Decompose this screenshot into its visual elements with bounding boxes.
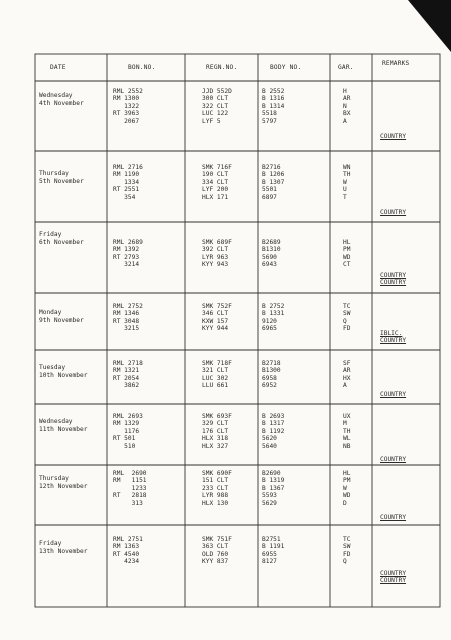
bon-cell: RML 2718 RM 1321 RT 2054 3862	[113, 360, 143, 390]
header-date: DATE	[50, 64, 66, 71]
body-cell: B2716 B 1206 B 1307 5501 6897	[262, 164, 285, 201]
gar-cell: TC SW FD Q	[343, 536, 351, 566]
body-cell: B2690 B 1319 B 1367 5593 5629	[262, 470, 285, 507]
regn-cell: SMK 716F 190 CLT 334 CLT LYF 200 HLX 171	[202, 164, 232, 201]
regn-cell: SMK 752F 346 CLT KXW 157 KYY 944	[202, 303, 232, 333]
regn-cell: JJD 552D 300 CLT 322 CLT LUC 122 LYF 5	[202, 88, 232, 125]
remarks-cell: COUNTRY	[380, 391, 407, 398]
remarks-cell: COUNTRY COUNTRY	[380, 570, 407, 585]
regn-cell: SMK 690F 151 CLT 233 CLT LYR 988 HLX 130	[202, 470, 232, 507]
regn-cell: SMK 689F 392 CLT LYR 963 KYY 943	[202, 239, 232, 269]
header-body-no: BODY NO.	[270, 64, 302, 71]
remarks-cell: COUNTRY	[380, 456, 407, 463]
date-cell: Friday 6th November	[39, 231, 84, 247]
header-gar: GAR.	[338, 64, 354, 71]
date-cell: Wednesday 11th November	[39, 418, 88, 434]
date-cell: Monday 9th November	[39, 309, 84, 325]
date-cell: Thursday 5th November	[39, 170, 84, 186]
header-remarks: REMARKS	[382, 60, 410, 67]
bon-cell: RML 2690 RM 1151 1233 RT 2818 313	[113, 470, 147, 507]
regn-cell: SMK 718F 321 CLT LUC 302 LLU 661	[202, 360, 232, 390]
bon-cell: RML 2716 RM 1190 1334 RT 2551 354	[113, 164, 143, 201]
bon-cell: RML 2689 RM 1392 RT 2793 3214	[113, 239, 143, 269]
body-cell: B 2552 B 1316 B 1314 5518 5797	[262, 88, 285, 125]
body-cell: B2751 B 1191 6955 8127	[262, 536, 285, 566]
bon-cell: RML 2751 RM 1363 RT 4540 4234	[113, 536, 143, 566]
gar-cell: HL PM W WD D	[343, 470, 351, 507]
remarks-cell: COUNTRY	[380, 209, 407, 216]
remarks-cell: COUNTRY COUNTRY	[380, 272, 407, 287]
bon-cell: RML 2693 RM 1329 1176 RT 501 510	[113, 413, 143, 450]
gar-cell: UX M TH WL NB	[343, 413, 351, 450]
regn-cell: SMK 751F 363 CLT OLD 760 KYY 837	[202, 536, 232, 566]
gar-cell: H AR N BX A	[343, 88, 351, 125]
regn-cell: SMK 693F 329 CLT 176 CLT HLX 318 HLX 327	[202, 413, 232, 450]
date-cell: Friday 13th November	[39, 540, 88, 556]
date-cell: Tuesday 10th November	[39, 364, 88, 380]
gar-cell: SF AR HX A	[343, 360, 351, 390]
gar-cell: TC SW Q FD	[343, 303, 351, 333]
remarks-cell: IBLIC. COUNTRY	[380, 330, 407, 345]
body-cell: B2689 B1310 5690 6943	[262, 239, 281, 269]
bon-cell: RML 2752 RM 1346 RT 3048 3215	[113, 303, 143, 333]
date-cell: Wednesday 4th November	[39, 92, 84, 108]
bon-cell: RML 2552 RM 1300 1322 RT 3963 2067	[113, 88, 143, 125]
date-cell: Thursday 12th November	[39, 475, 88, 491]
gar-cell: WN TH W U T	[343, 164, 351, 201]
remarks-cell: COUNTRY	[380, 514, 407, 521]
body-cell: B2718 B1300 6958 6952	[262, 360, 281, 390]
header-bon-no: BON.NO.	[128, 64, 156, 71]
header-regn-no: REGN.NO.	[206, 64, 238, 71]
gar-cell: HL PM WD CT	[343, 239, 351, 269]
remarks-cell: COUNTRY	[380, 133, 407, 140]
body-cell: B 2693 B 1317 B 1192 5620 5640	[262, 413, 285, 450]
body-cell: B 2752 B 1331 9120 6965	[262, 303, 285, 333]
